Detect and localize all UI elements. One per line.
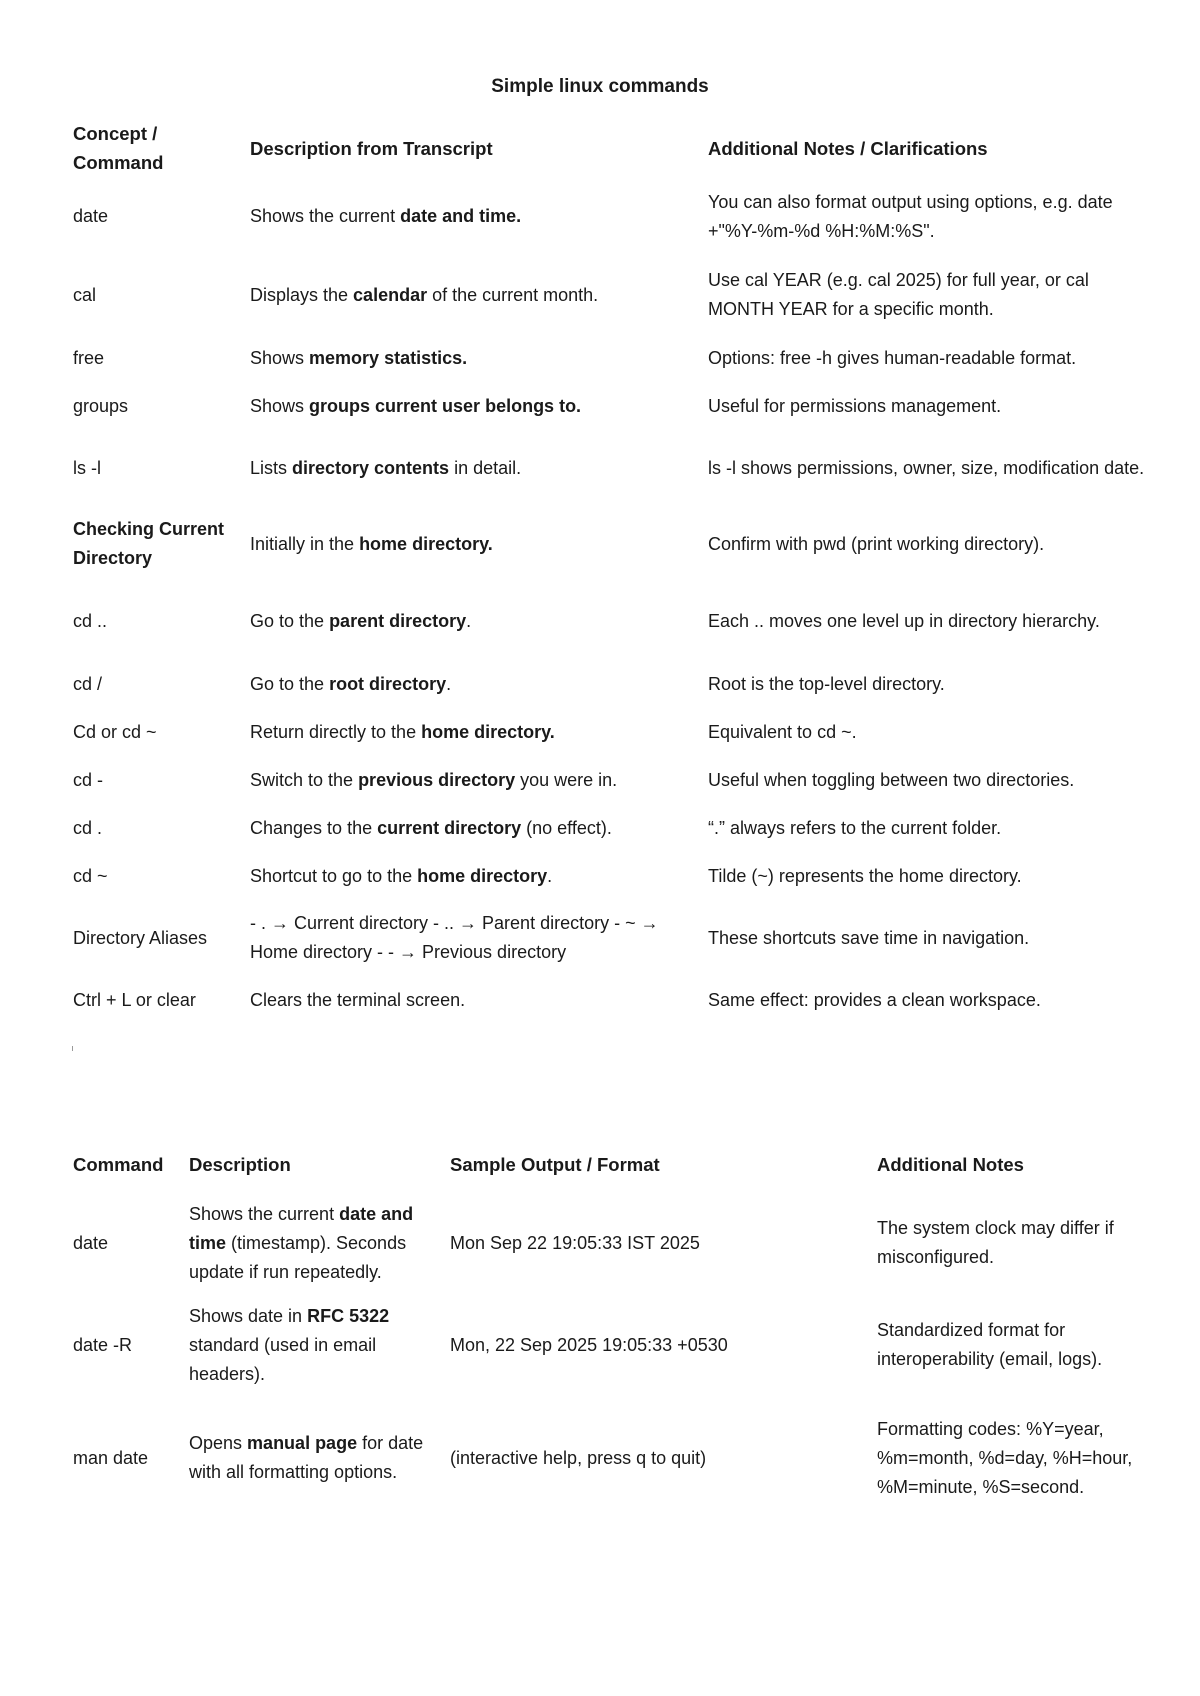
- description-cell: [189, 1396, 450, 1520]
- description-text: Return directly to the: [250, 721, 422, 742]
- table-row: [73, 900, 1153, 976]
- table-row: [73, 334, 1153, 382]
- description-highlight: root directory: [329, 673, 447, 694]
- header-sample: Sample Output / Format: [450, 1153, 660, 1175]
- table-row: [73, 256, 1153, 334]
- description-text: - . → Current directory - .. → Parent directory - ~ → Home directory - - → Previous directory: [250, 913, 659, 962]
- header-notes: Additional Notes / Clarifications: [708, 137, 988, 159]
- notes-cell: Each .. moves one level up in directory hierarchy.: [708, 610, 1100, 631]
- table-row: [73, 804, 1153, 852]
- description-cell: [250, 382, 708, 430]
- description-text: in detail.: [449, 457, 522, 478]
- description-text: (timestamp). Seconds update if run repeatedly.: [189, 1232, 407, 1282]
- notes-cell: Useful for permissions management.: [708, 395, 1002, 416]
- description-cell: [250, 506, 708, 582]
- description-cell: [250, 256, 708, 334]
- table-row: [73, 660, 1153, 708]
- description-highlight: date and time.: [400, 206, 522, 226]
- description-text: Lists: [250, 457, 293, 478]
- table-header-row: [73, 119, 1153, 177]
- description-text: Changes to the: [250, 817, 378, 838]
- page-title: Simple linux commands: [491, 76, 709, 97]
- command-cell: man date: [73, 1447, 149, 1468]
- command-cell: ls -l: [73, 457, 101, 478]
- description-text: Shows the current: [250, 206, 401, 226]
- command-cell: groups: [73, 395, 129, 416]
- sample-output-cell: Mon, 22 Sep 2025 19:05:33 +0530: [450, 1334, 728, 1355]
- date-commands-table: [73, 1136, 1153, 1520]
- header-description: Description from Transcript: [250, 137, 493, 159]
- command-cell: cd /: [73, 673, 103, 694]
- description-text: Opens: [189, 1433, 248, 1453]
- description-text: (no effect).: [521, 817, 612, 838]
- notes-cell: Confirm with pwd (print working directory).: [708, 533, 1045, 554]
- description-text: Displays the: [250, 284, 354, 305]
- command-cell: cd ..: [73, 610, 108, 631]
- description-text: Shows date in: [189, 1305, 308, 1326]
- description-cell: [250, 177, 708, 256]
- description-cell: [250, 708, 708, 756]
- divider-mark: [72, 1046, 73, 1051]
- notes-cell: Tilde (~) represents the home directory.: [708, 865, 1022, 886]
- description-cell: [250, 756, 708, 804]
- description-highlight: directory contents: [292, 457, 450, 478]
- command-cell: Cd or cd ~: [73, 721, 157, 742]
- description-text: Clears the terminal screen.: [250, 989, 466, 1010]
- table-row: [73, 852, 1153, 900]
- command-cell: free: [73, 347, 105, 368]
- notes-cell: The system clock may differ if misconfigured.: [877, 1218, 1114, 1267]
- header-notes: Additional Notes: [877, 1153, 1024, 1175]
- command-cell: cd ~: [73, 865, 108, 886]
- description-highlight: calendar: [353, 284, 428, 305]
- sample-output-cell: Mon Sep 22 19:05:33 IST 2025: [450, 1232, 700, 1253]
- description-highlight: RFC 5322: [307, 1305, 390, 1326]
- description-text: for date with all formatting options.: [189, 1433, 424, 1482]
- description-cell: [189, 1294, 450, 1396]
- table-row: [73, 382, 1153, 430]
- table-row: [73, 430, 1153, 506]
- description-highlight: manual page: [247, 1433, 358, 1453]
- description-text: Initially in the: [250, 533, 360, 554]
- table-header-row: [73, 1136, 1153, 1192]
- description-text: Switch to the: [250, 769, 359, 790]
- table-row: [73, 1192, 1153, 1294]
- description-cell: [250, 430, 708, 506]
- table-row: [73, 177, 1153, 256]
- description-highlight: current directory: [377, 817, 522, 838]
- command-cell: cal: [73, 284, 97, 305]
- description-text: .: [547, 865, 553, 886]
- notes-cell: “.” always refers to the current folder.: [708, 817, 1002, 838]
- notes-cell: You can also format output using options, e.g. date +"%Y-%m-%d %H:%M:%S".: [708, 191, 1113, 241]
- notes-cell: Useful when toggling between two directories.: [708, 769, 1075, 790]
- description-text: Shows: [250, 395, 310, 416]
- description-cell: [250, 660, 708, 708]
- header-command: Command: [73, 1153, 164, 1175]
- description-highlight: memory statistics.: [309, 347, 468, 368]
- table-row: [73, 506, 1153, 582]
- command-cell: Directory Aliases: [73, 927, 208, 948]
- notes-cell: Root is the top-level directory.: [708, 673, 945, 694]
- header-description: Description: [189, 1153, 291, 1175]
- notes-cell: Standardized format for interoperability (email, logs).: [877, 1320, 1103, 1369]
- description-text: Go to the: [250, 673, 330, 694]
- description-highlight: parent directory: [329, 610, 467, 631]
- description-text: .: [466, 610, 472, 631]
- description-text: Shortcut to go to the: [250, 865, 418, 886]
- description-text: Go to the: [250, 610, 330, 631]
- description-text: .: [446, 673, 452, 694]
- sample-output-cell: (interactive help, press q to quit): [450, 1447, 707, 1468]
- description-highlight: home directory.: [421, 721, 555, 742]
- command-cell: cd .: [73, 817, 103, 838]
- command-cell: date -R: [73, 1334, 133, 1355]
- description-highlight: date and time: [189, 1203, 414, 1253]
- description-text: you were in.: [515, 769, 618, 790]
- description-highlight: home directory: [417, 865, 548, 886]
- description-text: Shows: [250, 347, 310, 368]
- commands-table: [73, 119, 1153, 1024]
- notes-cell: Formatting codes: %Y=year, %m=month, %d=day, %H=hour, %M=minute, %S=second.: [877, 1418, 1133, 1497]
- notes-cell: Same effect: provides a clean workspace.: [708, 989, 1041, 1010]
- notes-cell: Equivalent to cd ~.: [708, 721, 857, 742]
- description-cell: [250, 900, 708, 976]
- notes-cell: Options: free -h gives human-readable format.: [708, 347, 1077, 368]
- table-row: [73, 1396, 1153, 1520]
- notes-cell: ls -l shows permissions, owner, size, modification date.: [708, 457, 1145, 478]
- description-cell: [250, 852, 708, 900]
- command-cell: Ctrl + L or clear: [73, 989, 196, 1010]
- description-highlight: previous directory: [358, 769, 516, 790]
- description-cell: [250, 976, 708, 1024]
- notes-cell: Use cal YEAR (e.g. cal 2025) for full year, or cal MONTH YEAR for a specific month.: [708, 270, 1089, 319]
- description-cell: [250, 582, 708, 660]
- description-cell: [189, 1192, 450, 1294]
- table-row: [73, 708, 1153, 756]
- command-cell: date: [73, 1232, 109, 1253]
- table-row: [73, 976, 1153, 1024]
- command-cell: cd -: [73, 769, 104, 790]
- table-row: [73, 756, 1153, 804]
- description-text: of the current month.: [427, 284, 599, 305]
- description-highlight: groups current user belongs to.: [309, 395, 582, 416]
- notes-cell: These shortcuts save time in navigation.: [708, 927, 1030, 948]
- description-cell: [250, 334, 708, 382]
- header-concept: Concept / Command: [73, 123, 164, 173]
- table-row: [73, 1294, 1153, 1396]
- description-text: Shows the current: [189, 1203, 340, 1224]
- description-highlight: home directory.: [359, 533, 493, 554]
- command-cell: date: [73, 206, 109, 226]
- description-cell: [250, 804, 708, 852]
- command-cell: Checking Current Directory: [73, 519, 225, 568]
- table-row: [73, 582, 1153, 660]
- description-text: standard (used in email headers).: [189, 1334, 377, 1384]
